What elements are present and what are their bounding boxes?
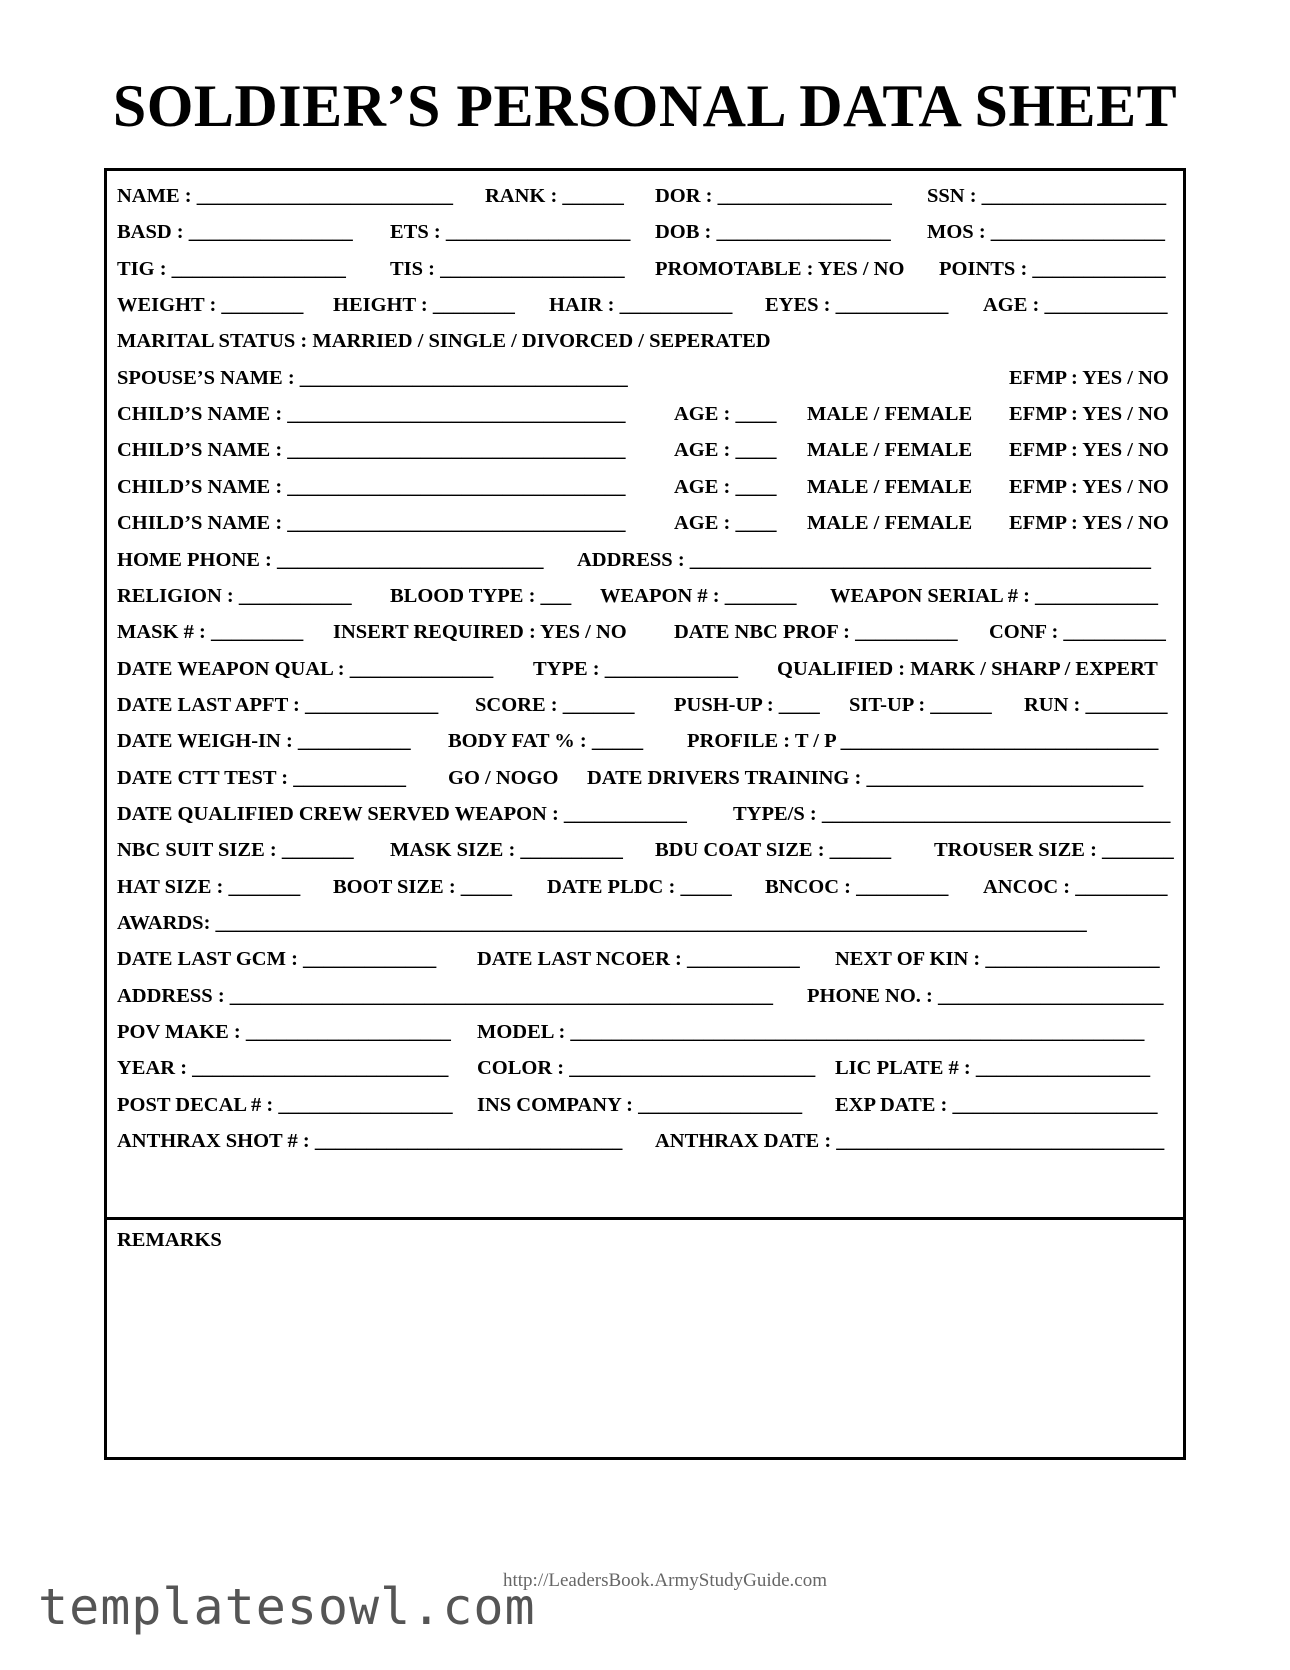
form-field[interactable]: SCORE : _______ bbox=[475, 693, 635, 716]
form-field[interactable]: EYES : ___________ bbox=[765, 294, 949, 317]
form-field[interactable]: DATE CTT TEST : ___________ bbox=[117, 766, 406, 789]
form-field[interactable]: DATE LAST NCOER : ___________ bbox=[477, 948, 800, 971]
form-field[interactable]: HAIR : ___________ bbox=[549, 294, 733, 317]
form-field[interactable]: NBC SUIT SIZE : _______ bbox=[117, 839, 354, 862]
form-field[interactable]: MARITAL STATUS : MARRIED / SINGLE / DIVORCED / SEPERATED bbox=[117, 330, 771, 353]
form-field[interactable]: WEAPON SERIAL # : ____________ bbox=[830, 584, 1159, 607]
form-row bbox=[117, 252, 1173, 288]
form-field[interactable]: BODY FAT % : _____ bbox=[448, 730, 644, 753]
form-row bbox=[117, 906, 1173, 942]
form-field[interactable]: AWARDS: _____________________________________________________________________________________ bbox=[117, 912, 1087, 934]
form-field[interactable]: EXP DATE : ____________________ bbox=[835, 1093, 1158, 1116]
form-field[interactable]: PUSH-UP : ____ bbox=[674, 693, 820, 716]
form-field[interactable]: HOME PHONE : __________________________ bbox=[117, 548, 544, 571]
form-row bbox=[117, 1124, 1173, 1160]
form-field[interactable]: AGE : ____ bbox=[674, 439, 777, 462]
form-row bbox=[117, 179, 1173, 215]
form-field[interactable]: BOOT SIZE : _____ bbox=[333, 875, 513, 898]
form-field[interactable]: TYPE/S : __________________________________ bbox=[733, 802, 1171, 825]
form-row bbox=[117, 797, 1173, 833]
form-field[interactable]: BDU COAT SIZE : ______ bbox=[655, 839, 892, 862]
form-field[interactable]: TROUSER SIZE : _______ bbox=[934, 839, 1174, 862]
form-row bbox=[117, 543, 1173, 579]
form-field[interactable]: SSN : __________________ bbox=[927, 185, 1167, 207]
form-field[interactable]: TIS : __________________ bbox=[390, 257, 625, 280]
form-field[interactable]: BASD : ________________ bbox=[117, 221, 353, 244]
form-row bbox=[117, 506, 1173, 542]
footer-url: http://LeadersBook.ArmyStudyGuide.com bbox=[502, 1570, 827, 1591]
form-row bbox=[117, 433, 1173, 469]
form-row bbox=[117, 1088, 1173, 1124]
form-row bbox=[117, 324, 1173, 360]
form-row bbox=[117, 942, 1173, 978]
form-row bbox=[117, 470, 1173, 506]
form-field[interactable]: AGE : ____ bbox=[674, 403, 777, 426]
form-field[interactable]: WEAPON # : _______ bbox=[600, 584, 797, 607]
form-field[interactable]: COLOR : ________________________ bbox=[477, 1057, 816, 1080]
form-field[interactable]: DATE NBC PROF : __________ bbox=[674, 621, 958, 644]
form-row bbox=[117, 397, 1173, 433]
form-field[interactable]: ETS : __________________ bbox=[390, 221, 631, 244]
form-field[interactable]: DATE PLDC : _____ bbox=[547, 875, 732, 898]
form-field[interactable]: ADDRESS : _____________________________________________ bbox=[577, 548, 1152, 571]
form-field[interactable]: POINTS : _____________ bbox=[939, 257, 1166, 280]
form-field[interactable]: PHONE NO. : ______________________ bbox=[807, 984, 1164, 1007]
form-field[interactable]: HAT SIZE : _______ bbox=[117, 875, 301, 898]
remarks-label: REMARKS bbox=[117, 1229, 222, 1251]
form-field[interactable]: NEXT OF KIN : _________________ bbox=[835, 948, 1160, 971]
form-field[interactable]: PROFILE : T / P _______________________________ bbox=[687, 730, 1159, 753]
form-field[interactable]: YEAR : _________________________ bbox=[117, 1057, 449, 1080]
form-row bbox=[117, 724, 1173, 760]
form-field[interactable]: CHILD’S NAME : _________________________________ bbox=[117, 439, 626, 462]
form-field[interactable]: MALE / FEMALE bbox=[807, 403, 973, 426]
form-field[interactable]: MALE / FEMALE bbox=[807, 512, 973, 535]
form-row bbox=[117, 615, 1173, 651]
form-field[interactable]: LIC PLATE # : _________________ bbox=[835, 1057, 1151, 1080]
form-field[interactable]: MASK # : _________ bbox=[117, 621, 304, 644]
form-row bbox=[117, 1015, 1173, 1051]
form-row bbox=[117, 761, 1173, 797]
form-field[interactable]: DATE QUALIFIED CREW SERVED WEAPON : ____________ bbox=[117, 802, 687, 825]
form-field[interactable]: BNCOC : _________ bbox=[765, 875, 949, 898]
form-field[interactable]: CHILD’S NAME : _________________________________ bbox=[117, 512, 626, 535]
form-field[interactable]: INSERT REQUIRED : YES / NO bbox=[333, 621, 627, 644]
form-field[interactable]: TIG : _________________ bbox=[117, 257, 346, 280]
form-field[interactable]: MOS : _________________ bbox=[927, 221, 1166, 244]
form-field[interactable]: DATE WEAPON QUAL : ______________ bbox=[117, 657, 494, 680]
form-field[interactable]: DATE DRIVERS TRAINING : ___________________________ bbox=[587, 766, 1144, 789]
form-row bbox=[117, 979, 1173, 1015]
form-field[interactable]: EFMP : YES / NO bbox=[1009, 475, 1169, 498]
page-title: SOLDIER’S PERSONAL DATA SHEET bbox=[112, 73, 1178, 139]
form-row bbox=[117, 652, 1173, 688]
form-field[interactable]: EFMP : YES / NO bbox=[1009, 439, 1169, 462]
form-field[interactable]: SIT-UP : ______ bbox=[849, 693, 992, 716]
form-field[interactable]: AGE : ____ bbox=[674, 512, 777, 535]
form-field[interactable]: CHILD’S NAME : _________________________________ bbox=[117, 403, 626, 426]
form-field[interactable]: DOB : _________________ bbox=[655, 221, 891, 244]
form-field[interactable]: HEIGHT : ________ bbox=[333, 294, 515, 317]
form-field[interactable]: PROMOTABLE : YES / NO bbox=[655, 257, 905, 280]
form-row bbox=[117, 215, 1173, 251]
form-field[interactable]: MASK SIZE : __________ bbox=[390, 839, 623, 862]
form-row bbox=[117, 870, 1173, 906]
form-field[interactable]: DATE LAST GCM : _____________ bbox=[117, 948, 437, 971]
form-field[interactable]: MODEL : ________________________________________________________ bbox=[477, 1021, 1145, 1044]
form-field[interactable]: CONF : __________ bbox=[989, 621, 1166, 644]
form-field[interactable]: TYPE : _____________ bbox=[533, 657, 738, 680]
form-field[interactable]: NAME : _________________________ bbox=[117, 185, 453, 207]
form-field[interactable]: ANTHRAX DATE : ________________________________ bbox=[655, 1130, 1165, 1153]
form-field[interactable]: EFMP : YES / NO bbox=[1009, 403, 1169, 426]
form-row bbox=[117, 833, 1173, 869]
form-row bbox=[117, 579, 1173, 615]
form-field[interactable]: DOR : _________________ bbox=[655, 185, 892, 207]
form-field[interactable]: GO / NOGO bbox=[448, 766, 559, 789]
form-field[interactable]: RANK : ______ bbox=[485, 185, 624, 207]
form-field[interactable]: MALE / FEMALE bbox=[807, 475, 973, 498]
form-field[interactable]: EFMP : YES / NO bbox=[1009, 366, 1169, 389]
form-field[interactable]: ADDRESS : _____________________________________________________ bbox=[117, 984, 774, 1007]
form-field[interactable]: QUALIFIED : MARK / SHARP / EXPERT bbox=[777, 657, 1158, 680]
form-field[interactable]: POST DECAL # : _________________ bbox=[117, 1093, 453, 1116]
form-field[interactable]: ANTHRAX SHOT # : ______________________________ bbox=[117, 1130, 623, 1153]
form-field[interactable]: AGE : ____ bbox=[674, 475, 777, 498]
form-field[interactable]: DATE WEIGH-IN : ___________ bbox=[117, 730, 411, 753]
watermark-text: templatesowl.com bbox=[38, 1578, 536, 1636]
form-row bbox=[117, 1051, 1173, 1087]
data-sheet-form bbox=[104, 168, 1186, 1460]
form-field[interactable]: SPOUSE’S NAME : ________________________________ bbox=[117, 366, 628, 389]
remarks-divider bbox=[107, 1217, 1183, 1220]
form-row bbox=[117, 288, 1173, 324]
form-row bbox=[117, 688, 1173, 724]
form-field[interactable]: RELIGION : ___________ bbox=[117, 584, 352, 607]
form-field[interactable]: POV MAKE : ____________________ bbox=[117, 1021, 451, 1044]
form-field[interactable]: INS COMPANY : ________________ bbox=[477, 1093, 803, 1116]
form-field[interactable]: ANCOC : _________ bbox=[983, 875, 1168, 898]
form-field[interactable]: AGE : ____________ bbox=[983, 294, 1168, 317]
form-field[interactable]: WEIGHT : ________ bbox=[117, 294, 304, 317]
form-field[interactable]: EFMP : YES / NO bbox=[1009, 512, 1169, 535]
form-field[interactable]: RUN : ________ bbox=[1024, 693, 1168, 716]
form-field[interactable]: BLOOD TYPE : ___ bbox=[390, 584, 572, 607]
form-field[interactable]: MALE / FEMALE bbox=[807, 439, 973, 462]
form-field[interactable]: DATE LAST APFT : _____________ bbox=[117, 693, 439, 716]
form-row bbox=[117, 361, 1173, 397]
form-field[interactable]: CHILD’S NAME : _________________________________ bbox=[117, 475, 626, 498]
